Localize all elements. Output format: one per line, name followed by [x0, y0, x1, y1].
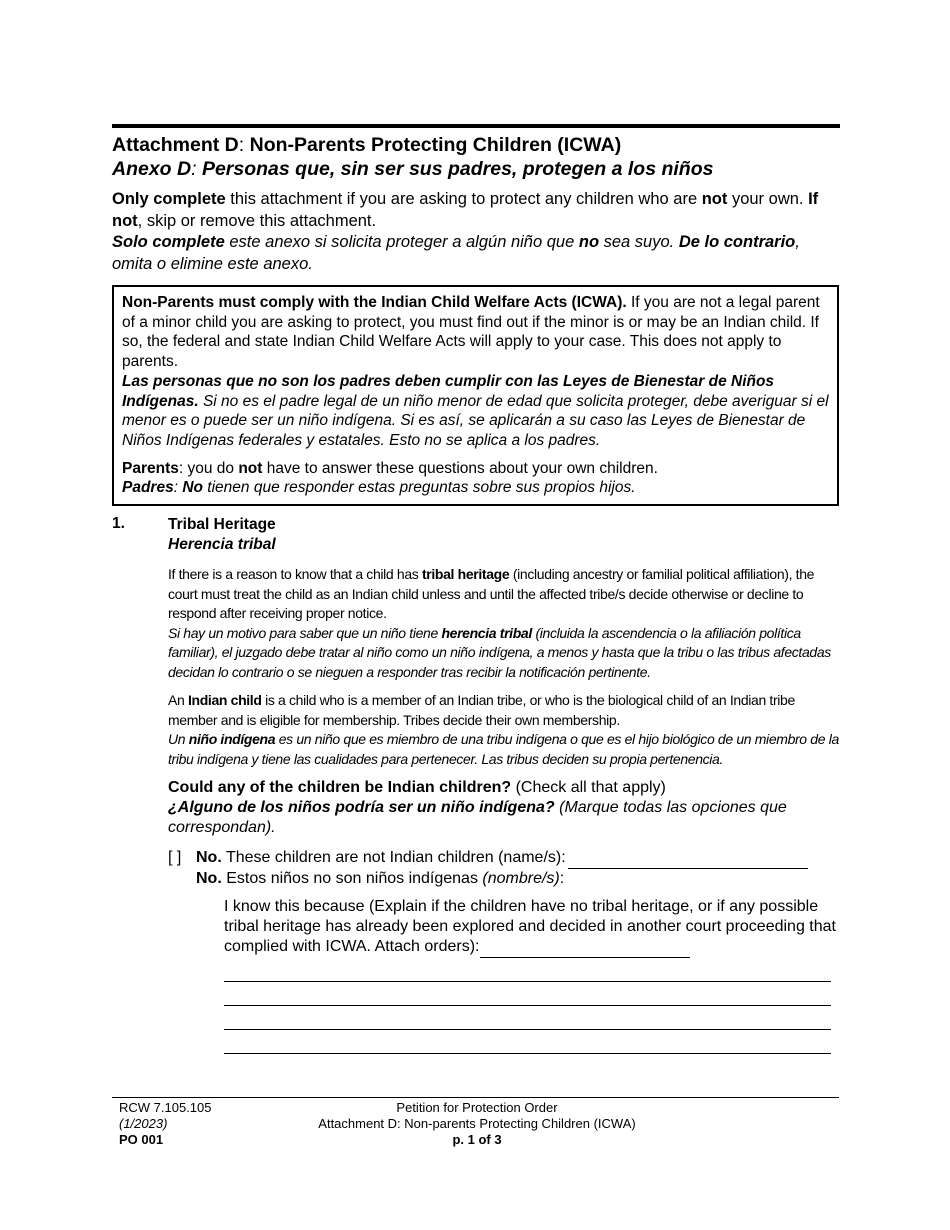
intro-spanish: [112, 232, 839, 275]
indian-child-en: [168, 691, 839, 730]
title-es-label: Anexo D: [112, 158, 192, 180]
p1-es-b: (incluida la ascendencia o la afiliación política familiar), el juzgado debe tratar al niño como un niño indígena, a menos y hasta que la tribu o las tribus afectadas decidan lo contrario o se nieguen a responder tras recibir la notificación pertinente.: [168, 624, 831, 680]
option-no-es-bold: No.: [196, 870, 222, 888]
indian-child-es: [168, 730, 839, 769]
notice-english: [122, 293, 829, 372]
p1-en-b: (including ancestry or familial political affiliation), the court must treat the child as an Indian child unless and until the affected tribe/s decide otherwise or decline to respond after receiving proper notice.: [168, 566, 815, 622]
intro-es-text3: , omita o elimine este anexo.: [112, 233, 800, 273]
title-label: Attachment D: [112, 134, 239, 156]
footer-rcw: RCW 7.105.105: [119, 1100, 212, 1115]
indian-children-question: [168, 778, 839, 838]
option-no-en: [196, 848, 839, 869]
section-title-spanish: Herencia tribal: [168, 536, 276, 554]
tribal-heritage-paragraph: [168, 565, 839, 682]
form-page: [112, 124, 839, 1054]
p2-en-a: An: [168, 692, 188, 709]
explanation-line-2[interactable]: [224, 982, 831, 1006]
intro-es-bold3: De lo contrario: [678, 233, 796, 251]
parents-note-english: [122, 459, 829, 479]
p1-es-a: Si hay un motivo para saber que un niño tiene: [168, 624, 442, 641]
parents-en-bold2: not: [238, 459, 263, 477]
question-en-bold: Could any of the children be Indian children?: [168, 779, 512, 797]
tribal-heritage-en: [168, 565, 839, 624]
footer-attachment-title: Attachment D: Non-parents Protecting Children (ICWA): [318, 1116, 636, 1131]
option-no-es-italic: (nombre/s): [482, 870, 560, 888]
notice-spanish: [122, 372, 829, 451]
explanation-prompt: [168, 897, 839, 958]
explanation-line-1[interactable]: [224, 958, 831, 982]
question-en: [168, 778, 839, 798]
p1-es-bold: herencia tribal: [441, 624, 532, 641]
page-title-spanish: [112, 157, 839, 181]
intro-es-text2: sea suyo.: [599, 233, 679, 251]
children-names-field[interactable]: [568, 848, 808, 869]
parents-es-text2: tienen que responder estas preguntas sobre sus propios hijos.: [203, 479, 636, 497]
page-footer: [112, 1097, 839, 1147]
p2-es-a: Un: [168, 731, 189, 748]
parents-en-text2: have to answer these questions about your own children.: [262, 459, 658, 477]
tribal-heritage-es: [168, 624, 839, 683]
parents-es-bold2: No: [182, 479, 203, 497]
intro-es-bold1: Solo complete: [112, 233, 225, 251]
p1-en-bold: tribal heritage: [421, 566, 510, 583]
intro-english: [112, 189, 839, 232]
p2-es-b: es un niño que es miembro de una tribu indígena o que es el hijo biológico de un miembro de la tribu indígena y tiene las cualidades para pertenecer. Las tribus deciden su propia pertenencia.: [168, 731, 839, 767]
question-es-text: (Marque todas las opciones que correspondan).: [168, 799, 787, 837]
intro-en-text1: this attachment if you are asking to protect any children who are: [225, 190, 702, 208]
intro-en-bold2: not: [701, 190, 728, 208]
footer-page-number: p. 1 of 3: [452, 1132, 502, 1147]
footer-center: [317, 1100, 637, 1148]
notice-en-bold: Non-Parents must comply with the Indian Child Welfare Acts (ICWA).: [122, 294, 627, 311]
footer-form-title: Petition for Protection Order: [396, 1100, 558, 1115]
p2-en-bold: Indian child: [187, 692, 262, 709]
option-no-text: [196, 848, 839, 889]
parents-note-spanish: [122, 478, 829, 498]
option-no: [168, 848, 839, 889]
p2-es-bold: niño indígena: [188, 731, 276, 748]
section-title: Tribal Heritage: [168, 516, 276, 534]
parents-en-bold: Parents: [122, 459, 179, 477]
option-no-en-text: These children are not Indian children (name/s):: [221, 849, 566, 867]
page-title: [112, 133, 839, 157]
notice-es-text: Si no es el padre legal de un niño menor de edad que solicita proteger, debe averiguar si el menor es o puede ser un niño indígena. Si es así, se aplicarán a su caso las Leyes de Bienestar de Niños Indígenas federales y estatales. Esto no se aplica a los padres.: [122, 392, 829, 449]
parents-es-text1: :: [173, 479, 183, 497]
explanation-line-4[interactable]: [224, 1030, 831, 1054]
question-es: [168, 798, 839, 838]
no-checkbox[interactable]: [ ]: [168, 849, 182, 867]
p2-en-b: is a child who is a member of an Indian tribe, or who is the biological child of an Indian tribe member and is eligible for membership. Tribes decide their own membership.: [168, 692, 795, 728]
top-rule: [112, 124, 840, 128]
parents-en-text1: : you do: [178, 459, 239, 477]
option-no-en-bold: No.: [196, 849, 222, 867]
intro-es-bold2: no: [578, 233, 600, 251]
intro-instructions: [112, 189, 839, 275]
intro-en-text3: , skip or remove this attachment.: [137, 211, 377, 230]
section-number: 1.: [112, 515, 125, 533]
p1-en-a: If there is a reason to know that a child has: [168, 566, 422, 583]
explanation-text: I know this because (Explain if the children have no tribal heritage, or if any possible tribal heritage has already been explored and decided in another court proceeding that complied with ICWA. Attach orders):: [224, 898, 836, 956]
parents-es-bold: Padres: [122, 479, 174, 497]
intro-en-bold1: Only complete: [112, 190, 226, 208]
title-sep: :: [238, 134, 250, 156]
footer-left: [119, 1100, 212, 1148]
footer-form-number: PO 001: [119, 1132, 164, 1147]
notice-es-bold: Las personas que no son los padres deben cumplir con las Leyes de Bienestar de Niños Indígenas.: [122, 372, 775, 410]
explanation-text-wrap: [224, 897, 839, 958]
notice-en-text: If you are not a legal parent of a minor child you are asking to protect, you must find out if the minor is or may be an Indian child. If so, the federal and state Indian Child Welfare Acts will apply to your case. This does not apply to parents.: [122, 294, 820, 371]
question-es-bold: ¿Alguno de los niños podría ser un niño indígena?: [168, 799, 555, 817]
intro-es-text1: este anexo si solicita proteger a algún niño que: [224, 233, 579, 251]
title-es-sep: :: [191, 158, 202, 180]
indian-child-paragraph: [168, 691, 839, 769]
explanation-field-first-line[interactable]: [480, 937, 690, 958]
option-no-es-text: Estos niños no son niños indígenas: [221, 870, 483, 888]
section-body: [168, 515, 839, 889]
intro-en-bold3: If not: [112, 190, 819, 230]
option-no-es-colon: :: [559, 870, 565, 888]
title-es-rest: Personas que, sin ser sus padres, protegen a los niños: [201, 158, 714, 180]
section-tribal-heritage: [112, 515, 839, 889]
explanation-line-3[interactable]: [224, 1006, 831, 1030]
title-rest: Non-Parents Protecting Children (ICWA): [249, 134, 622, 156]
question-en-text: (Check all that apply): [511, 779, 666, 797]
footer-rule: [112, 1097, 839, 1098]
option-no-es: [196, 869, 839, 889]
icwa-notice-box: [112, 285, 839, 506]
intro-en-text2: your own.: [727, 190, 809, 208]
footer-date: (1/2023): [119, 1116, 168, 1131]
